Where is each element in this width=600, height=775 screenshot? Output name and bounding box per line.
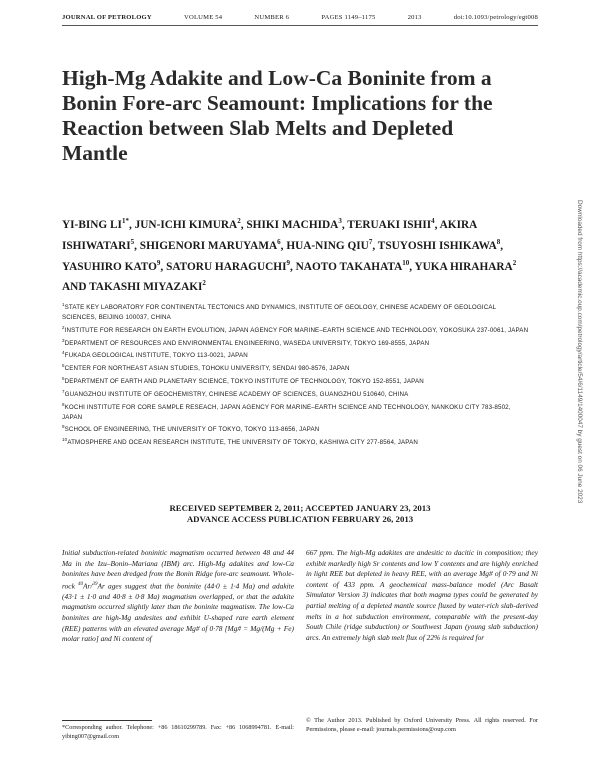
page-range: PAGES 1149–1175 <box>321 14 376 21</box>
affiliation-number: 5 <box>62 363 65 369</box>
affiliation-text: DEPARTMENT OF RESOURCES AND ENVIRONMENTAL ENGINEERING, WASEDA UNIVERSITY, TOKYO 169-8555, JAPAN <box>64 339 430 347</box>
author-name: SHIKI MACHIDA <box>246 218 339 231</box>
received-dates <box>62 503 538 524</box>
abstract-left-column: Initial subduction-related boninitic magmatism occurred between 48 and 44 Ma in the Izu–Bonin–Mariana (IBM) arc. High-Mg adakites and low-Ca boninites have been dredged from the Bonin Ridge fore-arc seamount. Whole-rock $^{40}$Ar/$^{39}$Ar ages suggest that the boninite (44·0 ± 1·4 Ma) and adakite (43·1 ± 1·0 and 40·8 ± 0·8 Ma) magmatism overlapped, or that the adakite magmatism occurred slightly later than the boninite magmatism. The low-Ca boninites are high-Mg andesites and exhibit U-shaped rare earth element (REE) patterns with an elevated average Mg# of 0·78 [Mg# = Mg/(Mg + Fe) molar ratio] and Ni content of <box>62 548 294 644</box>
author-name: YUKA HIRAHARA <box>414 260 513 273</box>
author-conjunction: AND <box>62 281 87 294</box>
author-affiliation-marker: 7 <box>368 237 373 246</box>
author-name: YI-BING LI <box>62 218 122 231</box>
author-affiliation-marker: 3 <box>338 217 342 225</box>
footnote-rule <box>62 720 152 721</box>
affiliation-number: 4 <box>62 350 65 356</box>
affiliation-text: ATMOSPHERE AND OCEAN RESEARCH INSTITUTE, THE UNIVERSITY OF TOKYO, KASHIWA CITY 277-8564, JAPAN <box>67 439 419 447</box>
author-name: AKIRA ISHIWATARI <box>62 218 477 252</box>
author-name: TSUYOSHI ISHIKAWA <box>377 239 497 252</box>
download-watermark <box>578 200 588 680</box>
author-name: JUN-ICHI KIMURA <box>134 218 238 231</box>
affiliation-number: 10 <box>62 437 68 443</box>
author-name: YASUHIRO KATO <box>62 260 157 273</box>
affiliation-item <box>62 374 532 387</box>
running-header <box>62 14 538 21</box>
affiliation-text: GUANGZHOU INSTITUTE OF GEOCHEMISTRY, CHINESE ACADEMY OF SCIENCES, GUANGZHOU 510640, CHINA <box>64 391 409 399</box>
author-name: NAOTO TAKAHATA <box>295 260 403 273</box>
author-affiliation-marker: 2 <box>202 279 206 288</box>
author-affiliation-marker: 6 <box>277 237 281 246</box>
affiliation-number: 9 <box>62 424 65 430</box>
abstract-right-column: 667 ppm. The high-Mg adakites are andesitic to dacitic in composition; they exhibit markedly high Sr contents and low Y contents and are highly enriched in light REE but depleted in heavy REE, with an average Mg# of 0·79 and Ni content of 433 ppm. A geochemical mass-balance model (Arc Basalt Simulator Version 3) indicates that both magma types could be generated by partial melting of a depleted mantle source fluxed by water-rich slab-derived melts in a hot subduction environment, comparable with the present-day South Chile (ridge subduction) or Southwest Japan (young slab subduction) arcs. An extremely high slab melt flux of 22% is required for <box>306 548 538 642</box>
affiliation-item <box>62 323 532 336</box>
author-affiliation-marker: 2 <box>512 258 517 267</box>
affiliation-item <box>62 400 532 423</box>
affiliation-number: 7 <box>62 388 65 394</box>
author-affiliation-marker: 9 <box>156 258 161 267</box>
affiliation-text: INSTITUTE FOR RESEARCH ON EARTH EVOLUTION, JAPAN AGENCY FOR MARINE–EARTH SCIENCE AND TECHNOLOGY, YOKOSUKA 237-0061, JAPAN <box>64 326 529 334</box>
affiliation-number: 2 <box>62 324 65 330</box>
affiliation-number: 6 <box>62 376 65 382</box>
affiliation-text: SCHOOL OF ENGINEERING, THE UNIVERSITY OF TOKYO, TOKYO 113-8656, JAPAN <box>64 426 320 434</box>
journal-name: JOURNAL OF PETROLOGY <box>62 14 152 21</box>
affiliation-item <box>62 336 532 349</box>
author-affiliation-marker: 2 <box>237 217 241 225</box>
affiliation-number: 8 <box>62 401 65 407</box>
corresponding-author-note: *Corresponding author. Telephone: +86 18610299789. Fax: +86 1068994781. E-mail: yibing007@gmail.com <box>62 724 294 740</box>
affiliation-item <box>62 300 532 323</box>
article-title: High-Mg Adakite and Low-Ca Boninite from a Bonin Fore-arc Seamount: Implications for the Reaction between Slab Melts and Depleted Mantle <box>62 66 493 165</box>
author-affiliation-marker: 1* <box>121 217 129 225</box>
issue-number: NUMBER 6 <box>254 14 290 21</box>
author-affiliation-marker: 9 <box>286 258 290 267</box>
author-affiliation-marker: 5 <box>130 237 135 246</box>
author-name: SHIGENORI MARUYAMA <box>139 239 278 252</box>
affiliation-text: KOCHI INSTITUTE FOR CORE SAMPLE RESEACH, JAPAN AGENCY FOR MARINE–EARTH SCIENCE AND TECHNOLOGY, NANKOKU CITY 783-8502, JAPAN <box>62 403 511 421</box>
affiliation-text: FUKADA GEOLOGICAL INSTITUTE, TOKYO 113-0021, JAPAN <box>64 352 248 360</box>
advance-access-line: ADVANCE ACCESS PUBLICATION FEBRUARY 26, 2013 <box>186 513 414 524</box>
author-affiliation-marker: 10 <box>402 258 410 267</box>
affiliation-item <box>62 348 532 361</box>
affiliation-item <box>62 435 532 448</box>
author-name: HUA-NING QIU <box>286 239 369 252</box>
author-name: TAKASHI MIYAZAKI <box>89 281 203 294</box>
download-watermark-text: Downloaded from https://academic.oup.com/petrology/article/54/6/1149/1400047 by guest on 06 June 2023 <box>576 200 583 504</box>
author-name: SATORU HARAGUCHI <box>166 260 287 273</box>
author-name: TERUAKI ISHII <box>347 218 432 231</box>
affiliation-item <box>62 422 532 435</box>
author-list: YI-BING $LI^{1*}$, JUN-ICHI KIMURA$^2$, SHIKI MACHIDA$^3$, TERUAKI ISHII$^4$, AKIRA ISHIWATARI$^5$, SHIGENORI MARUYAMA$^6$, HUA-NING QIU$^7$, TSUYOSHI ISHIKAWA$^8$, YASUHIRO KATO$^9$, SATORU HARAGUCHI$^9$, NAOTO TAKAHATA$^{10}$, YUKA HIRAHARA$^2$ AND TAKASHI MIYAZAKI$^2$ <box>62 217 517 294</box>
year: 2013 <box>407 14 422 21</box>
header-rule <box>62 25 538 26</box>
copyright-notice: © The Author 2013. Published by Oxford University Press. All rights reserved. For Permissions, please e-mail: journals.permissions@oup.com <box>306 717 538 733</box>
affiliation-text: STATE KEY LABORATORY FOR CONTINENTAL TECTONICS AND DYNAMICS, INSTITUTE OF GEOLOGY, CHINESE ACADEMY OF GEOLOGICAL SCIENCES, BEIJING 100037, CHINA <box>62 304 496 321</box>
affiliation-text: DEPARTMENT OF EARTH AND PLANETARY SCIENCE, TOKYO INSTITUTE OF TECHNOLOGY, TOKYO 152-8551, JAPAN <box>64 378 424 386</box>
affiliation-text: CENTER FOR NORTHEAST ASIAN STUDIES, TOHOKU UNIVERSITY, SENDAI 980-8576, JAPAN <box>64 365 350 373</box>
volume: VOLUME 54 <box>184 14 223 21</box>
received-accepted-line: RECEIVED SEPTEMBER 2, 2011; ACCEPTED JANUARY 23, 2013 <box>169 503 431 513</box>
doi-link[interactable]: doi:10.1093/petrology/egt008 <box>453 14 538 21</box>
affiliation-number: 3 <box>62 337 65 343</box>
affiliation-item <box>62 361 532 374</box>
author-affiliation-marker: 4 <box>431 217 435 225</box>
affiliation-item <box>62 387 532 400</box>
affiliation-list <box>62 300 532 448</box>
author-affiliation-marker: 8 <box>496 237 501 246</box>
affiliation-number: 1 <box>62 302 65 307</box>
